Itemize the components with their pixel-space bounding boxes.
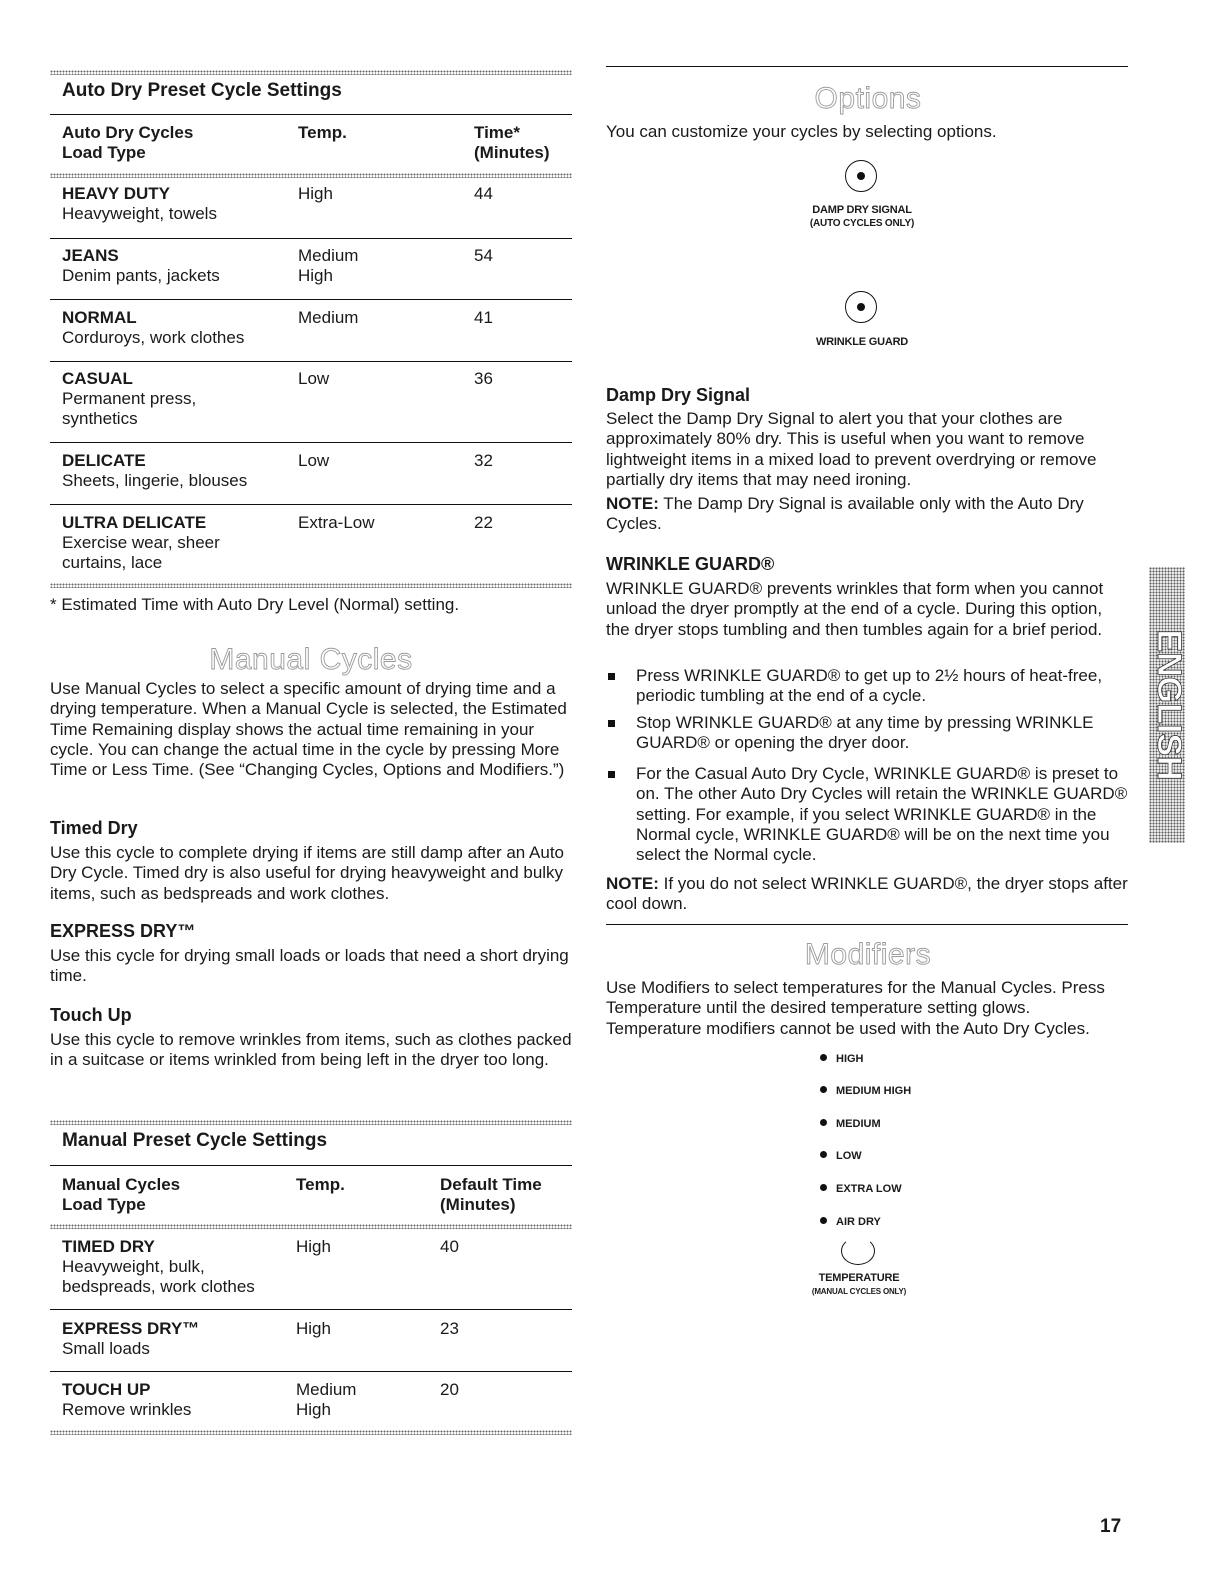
indicator-light-icon [820,1184,827,1191]
col-header-cycles [62,1175,180,1215]
list-item-text: Stop WRINKLE GUARD® at any time by pressing WRINKLE GUARD® or opening the dryer door. [636,713,1094,753]
table-top-rule [50,1120,572,1125]
page-number: 17 [1100,1516,1122,1537]
section-rule [606,66,1128,67]
table-row-load: Denim pants, jackets [62,266,220,285]
col-header-temp: Temp. [296,1175,345,1194]
row-rule [50,504,572,505]
bullet-icon [608,771,615,778]
table-row-time: 22 [474,513,493,532]
table-row-name: DELICATE [62,451,146,470]
table-row-temp: Low [298,451,330,470]
manual-cycles-heading: Manual Cycles [209,643,413,676]
row-rule [50,1309,572,1310]
modifier-item-extra-low [820,1183,902,1195]
wrinkle-guard-title: WRINKLE GUARD® [606,554,775,574]
col-header-temp: Temp. [298,123,347,142]
timed-dry-title: Timed Dry [50,818,138,838]
language-tab-graphic [1149,567,1185,843]
table-row-temp: Extra-Low [298,513,375,532]
row-rule [50,238,572,239]
timed-dry-text: Use this cycle to complete drying if items are still damp after an Auto Dry Cycle. Timed dry is also useful for drying heavyweight and bulky items, such as bedspreads and work clothes. [50,843,565,903]
table-footnote: * Estimated Time with Auto Dry Level (Normal) setting. [50,595,460,614]
table-row-time: 54 [474,246,493,265]
modifier-label: MEDIUM [836,1118,881,1130]
icon-label-text: TEMPERATURE [818,1272,900,1284]
indicator-light-icon [820,1054,827,1061]
table-row-time: 32 [474,451,493,470]
table-row-load: Corduroys, work clothes [62,328,245,347]
header-rule [50,173,572,178]
express-dry-title: EXPRESS DRY™ [50,921,196,941]
table-bottom-rule [50,1430,572,1435]
table-row-load: Heavyweight, bulk, bedspreads, work clothes [62,1257,255,1296]
table-row-name: ULTRA DELICATE [62,513,207,532]
header-rule [50,1224,572,1229]
table-row-time: 20 [440,1380,459,1399]
icon-label-text: DAMP DRY SIGNAL [812,204,912,216]
table-row-temp: Medium High [298,246,359,285]
manual-table-title: Manual Preset Cycle Settings [62,1130,328,1151]
table-row-load: Remove wrinkles [62,1400,192,1419]
bullet-icon [608,720,615,727]
temperature-button-icon [841,1237,875,1265]
modifier-label: MEDIUM HIGH [836,1085,912,1097]
indicator-light-icon [820,1217,827,1224]
modifiers-intro: Use Modifiers to select temperatures for the Manual Cycles. Press Temperature until the desired temperature setting glows. Temperature modifiers cannot be used with the Auto Dry Cycles. [606,978,1105,1038]
row-rule [50,1371,572,1372]
table-row-name: HEAVY DUTY [62,184,171,203]
modifier-item-air-dry [820,1216,881,1228]
damp-dry-signal-text: Select the Damp Dry Signal to alert you that your clothes are approximately 80% dry. This is useful when you want to remove lightweight items in a mixed load to prevent overdrying or remove partially dry items that may need ironing. [606,409,1097,489]
modifier-label: HIGH [836,1053,864,1065]
header-text: (Minutes) [440,1195,516,1214]
col-header-cycles [62,123,193,163]
bullet-icon [608,673,615,680]
table-row-load: Small loads [62,1339,150,1358]
header-text: Manual Cycles [62,1175,181,1194]
language-tab-text: ENGLISH [1150,629,1185,781]
table-row-time: 44 [474,184,493,203]
table-row-time: 40 [440,1237,459,1256]
indicator-light-icon [820,1151,827,1158]
table-row-name: EXPRESS DRY™ [62,1319,200,1338]
modifier-item-low [820,1150,862,1162]
col-header-time [474,123,550,163]
rule [50,1165,572,1166]
table-bottom-rule [50,583,572,588]
table-row-name: TIMED DRY [62,1237,155,1256]
note-label: NOTE: [606,874,659,893]
table-row-temp: High [298,184,333,203]
table-row-temp: High [296,1237,331,1256]
damp-dry-signal-title: Damp Dry Signal [606,385,751,405]
col-header-time [440,1175,542,1215]
modifier-item-medium [820,1118,881,1130]
note-label: NOTE: [606,494,659,513]
express-dry-text: Use this cycle for drying small loads or loads that need a short drying time. [50,946,569,986]
indicator-light-icon [820,1119,827,1126]
table-top-rule [50,70,572,75]
modifier-label: LOW [836,1150,862,1162]
options-heading: Options [814,82,922,115]
header-text: Auto Dry Cycles [62,123,194,142]
row-rule [50,299,572,300]
wrinkle-guard-text: WRINKLE GUARD® prevents wrinkles that form when you cannot unload the dryer promptly at the end of a cycle. During this option, the dryer stops tumbling and then tumbles again for a brief period. [606,579,1104,639]
header-text: Load Type [62,143,146,162]
modifier-label: AIR DRY [836,1216,881,1228]
table-row-temp: Medium High [296,1380,357,1419]
wrinkle-guard-label: WRINKLE GUARD [815,336,909,348]
table-row-time: 36 [474,369,493,388]
list-item-text: For the Casual Auto Dry Cycle, WRINKLE GUARD® is preset to on. The other Auto Dry Cycles will retain the WRINKLE GUARD® setting. For example, if you select WRINKLE GUARD® in the Normal cycle, WRINKLE GUARD® will be on the next time you select the Normal cycle. [636,764,1128,865]
table-row-time: 23 [440,1319,459,1338]
table-row-load: Heavyweight, towels [62,204,217,223]
note-text: The Damp Dry Signal is available only with the Auto Dry Cycles. [606,494,1084,534]
table-row-temp: High [296,1319,331,1338]
damp-dry-note [606,494,1128,535]
options-intro: You can customize your cycles by selecting options. [606,122,997,141]
table-row-temp: Medium [298,308,359,327]
row-rule [50,361,572,362]
manual-cycles-intro: Use Manual Cycles to select a specific amount of drying time and a drying temperature. When a Manual Cycle is selected, the Estimated Time Remaining display shows the actual time remaining in your cycle. You can change the actual time in the cycle by pressing More Time or Less Time. (See “Changing Cycles, Options and Modifiers.”) [50,679,567,780]
table-row-name: TOUCH UP [62,1380,151,1399]
table-row-load: Permanent press, synthetics [62,389,197,428]
touch-up-title: Touch Up [50,1005,132,1025]
modifier-item-high [820,1053,864,1065]
rule [50,114,572,115]
temperature-label [759,1271,959,1299]
table-row-name: CASUAL [62,369,133,388]
damp-dry-signal-label [762,203,962,231]
note-text: If you do not select WRINKLE GUARD®, the dryer stops after cool down. [606,874,1128,914]
indicator-light-icon [820,1086,827,1093]
header-text: (Minutes) [474,143,550,162]
table-row-load: Exercise wear, sheer curtains, lace [62,533,220,572]
table-row-time: 41 [474,308,493,327]
icon-sublabel-text: (MANUAL CYCLES ONLY) [811,1287,907,1296]
modifier-item-medium-high [820,1085,911,1097]
list-item-text: Press WRINKLE GUARD® to get up to 2½ hours of heat-free, periodic tumbling at the end of a cycle. [636,666,1103,706]
header-text: Time* [474,123,520,142]
auto-dry-table-title: Auto Dry Preset Cycle Settings [62,80,342,101]
modifier-label: EXTRA LOW [836,1183,902,1195]
row-rule [50,442,572,443]
header-text: Default Time [440,1175,542,1194]
table-row-name: JEANS [62,246,119,265]
damp-dry-signal-button-icon [845,160,877,192]
table-row-temp: Low [298,369,330,388]
table-row-name: NORMAL [62,308,137,327]
touch-up-text: Use this cycle to remove wrinkles from items, such as clothes packed in a suitcase or items wrinkled from being left in the dryer too long. [50,1030,572,1070]
table-row-load: Sheets, lingerie, blouses [62,471,248,490]
modifiers-heading: Modifiers [804,938,932,971]
wrinkle-guard-button-icon [845,291,877,323]
wrinkle-guard-note [606,874,1128,915]
section-rule [606,924,1128,925]
language-side-tab [1149,567,1185,843]
icon-sublabel-text: (AUTO CYCLES ONLY) [809,218,915,229]
header-text: Load Type [62,1195,146,1214]
